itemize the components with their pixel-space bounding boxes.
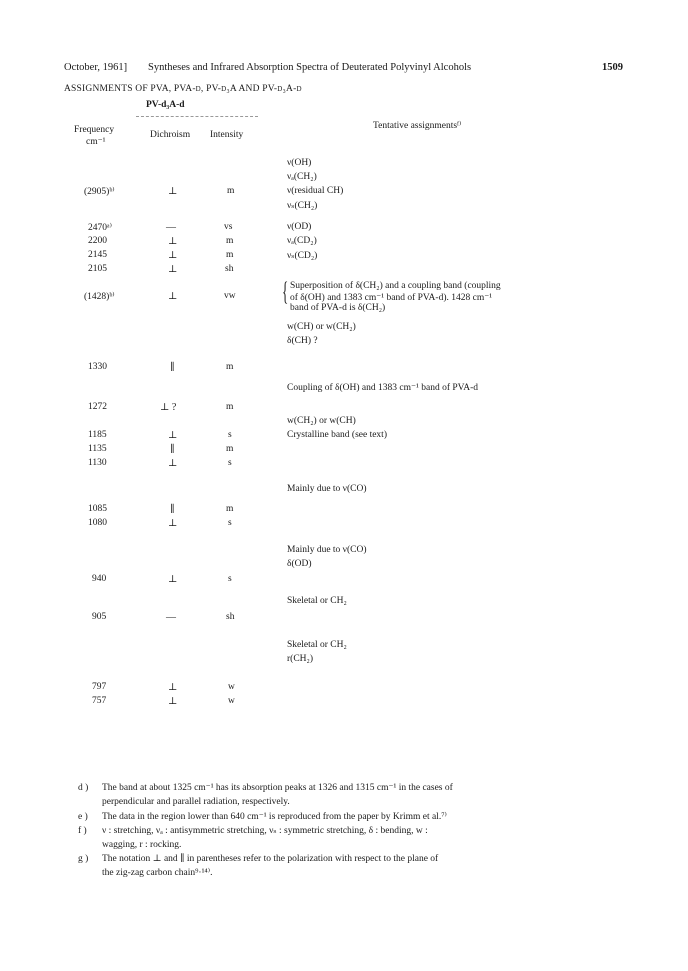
cell-frequency: 1135 (88, 444, 107, 454)
cell-dichroism: ⊥ (168, 430, 178, 441)
cell-frequency: 905 (92, 612, 107, 622)
footnote-line: wagging, r : rocking. (102, 840, 182, 850)
cell-dichroism: ⊥ (168, 264, 178, 275)
cell-assignment: νₐ(CH₂) (287, 172, 317, 182)
cell-dichroism: ∥ (170, 362, 175, 373)
cell-dichroism: — (166, 222, 176, 233)
cell-assignment: δ(OD) (287, 559, 312, 569)
cell-assignment: Skeletal or CH₂ (287, 596, 347, 606)
cell-assignment: w(CH₂) or w(CH) (287, 416, 356, 426)
cell-intensity: sh (226, 612, 235, 622)
cell-assignment: νₐ(CD₂) (287, 236, 317, 246)
cell-assignment: r(CH₂) (287, 654, 313, 664)
column-header-intensity: Intensity (210, 130, 244, 140)
cell-assignment: Superposition of δ(CH₂) and a coupling band (coupling (290, 281, 501, 291)
cell-intensity: sh (225, 264, 234, 274)
cell-assignment: Crystalline band (see text) (287, 430, 387, 440)
cell-frequency: 1130 (88, 458, 107, 468)
cell-dichroism: ⊥ (168, 291, 178, 302)
cell-frequency: 2200 (88, 236, 107, 246)
column-header-frequency: Frequency (74, 125, 115, 135)
cell-intensity: s (228, 574, 232, 584)
footnote-line: The band at about 1325 cm⁻¹ has its absorption peaks at 1326 and 1315 cm⁻¹ in the cases of (102, 783, 453, 793)
cell-intensity: w (228, 682, 235, 692)
cell-intensity: m (226, 250, 234, 260)
cell-assignment: νₛ(CH₂) (287, 201, 318, 211)
cell-dichroism: ⊥ (168, 682, 178, 693)
page-number: 1509 (602, 62, 623, 73)
cell-frequency: 1272 (88, 402, 107, 412)
cell-assignment: δ(CH) ? (287, 336, 318, 346)
cell-frequency: (2905)ᵇ⁾ (84, 187, 115, 197)
cell-assignment: band of PVA-d is δ(CH₂) (290, 303, 386, 313)
cell-assignment: ν(OH) (287, 158, 312, 168)
table-caption: ASSIGNMENTS OF PVA, PVA-d, PV-d₃A AND PV-d₃A-d (64, 84, 302, 94)
column-header-dichroism: Dichroism (150, 130, 191, 140)
cell-intensity: s (228, 458, 232, 468)
cell-frequency: 797 (92, 682, 107, 692)
footnote-line: The data in the region lower than 640 cm⁻¹ is reproduced from the paper by Krimm et al.⁷⁾ (102, 812, 447, 822)
cell-dichroism: — (166, 612, 176, 623)
running-header-title: Syntheses and Infrared Absorption Spectra of Deuterated Polyvinyl Alcohols (148, 62, 472, 73)
cell-intensity: m (226, 402, 234, 412)
cell-assignment: νₛ(CD₂) (287, 251, 318, 261)
cell-dichroism: ⊥ (168, 518, 178, 529)
cell-frequency: 1080 (88, 518, 107, 528)
curly-brace-icon: { (282, 277, 289, 306)
running-header-date: October, 1961] (64, 62, 128, 73)
footnote-line: The notation ⊥ and ∥ in parentheses refer to the polarization with respect to the plane of (102, 854, 439, 864)
cell-intensity: s (228, 430, 232, 440)
cell-intensity: vs (224, 222, 233, 232)
footnote-line: ν : stretching, νₐ : antisymmetric stretching, νₛ : symmetric stretching, δ : bending, w : (102, 826, 428, 836)
cell-intensity: m (226, 504, 234, 514)
cell-dichroism: ⊥ (168, 574, 178, 585)
footnote-line: the zig-zag carbon chain⁹·¹⁴⁾. (102, 868, 213, 878)
cell-assignment: Mainly due to ν(CO) (287, 545, 367, 555)
column-header-unit: cm⁻¹ (86, 137, 106, 147)
cell-dichroism: ⊥ (168, 186, 178, 197)
cell-frequency: 757 (92, 696, 107, 706)
cell-frequency: (1428)ᵇ⁾ (84, 292, 115, 302)
cell-frequency: 1185 (88, 430, 107, 440)
cell-intensity: m (226, 236, 234, 246)
cell-frequency: 2105 (88, 264, 107, 274)
cell-frequency: 940 (92, 574, 107, 584)
cell-assignment: w(CH) or w(CH₂) (287, 322, 356, 332)
cell-assignment: ν(OD) (287, 222, 312, 232)
cell-dichroism: ∥ (170, 444, 175, 455)
footnote-mark: e ) (78, 812, 88, 822)
column-header-assignments: Tentative assignmentsᶠ⁾ (373, 121, 462, 131)
cell-frequency: 2470ᵃ⁾ (88, 223, 112, 233)
cell-intensity: m (226, 362, 234, 372)
cell-intensity: m (227, 186, 235, 196)
cell-intensity: s (228, 518, 232, 528)
cell-assignment: Mainly due to ν(CO) (287, 484, 367, 494)
footnote-mark: f ) (78, 826, 87, 836)
cell-dichroism: ⊥ (168, 250, 178, 261)
footnote-mark: g ) (78, 854, 89, 864)
footnote-line: perpendicular and parallel radiation, respectively. (102, 797, 290, 807)
cell-intensity: m (226, 444, 234, 454)
cell-assignment: Coupling of δ(OH) and 1383 cm⁻¹ band of PVA-d (287, 383, 479, 393)
cell-dichroism: ⊥ ? (160, 402, 177, 413)
cell-frequency: 1085 (88, 504, 107, 514)
caption-rule (136, 116, 258, 117)
cell-assignment: Skeletal or CH₂ (287, 640, 347, 650)
cell-dichroism: ⊥ (168, 696, 178, 707)
cell-assignment: of δ(OH) and 1383 cm⁻¹ band of PVA-d). 1428 cm⁻¹ (290, 293, 493, 303)
cell-assignment: ν(residual CH) (287, 186, 344, 196)
cell-intensity: w (228, 696, 235, 706)
cell-dichroism: ∥ (170, 504, 175, 515)
cell-frequency: 2145 (88, 250, 107, 260)
cell-frequency: 1330 (88, 362, 107, 372)
cell-dichroism: ⊥ (168, 236, 178, 247)
table-subcaption: PV-d₃A-d (146, 100, 185, 110)
cell-dichroism: ⊥ (168, 458, 178, 469)
footnote-mark: d ) (78, 783, 89, 793)
cell-intensity: vw (224, 291, 236, 301)
